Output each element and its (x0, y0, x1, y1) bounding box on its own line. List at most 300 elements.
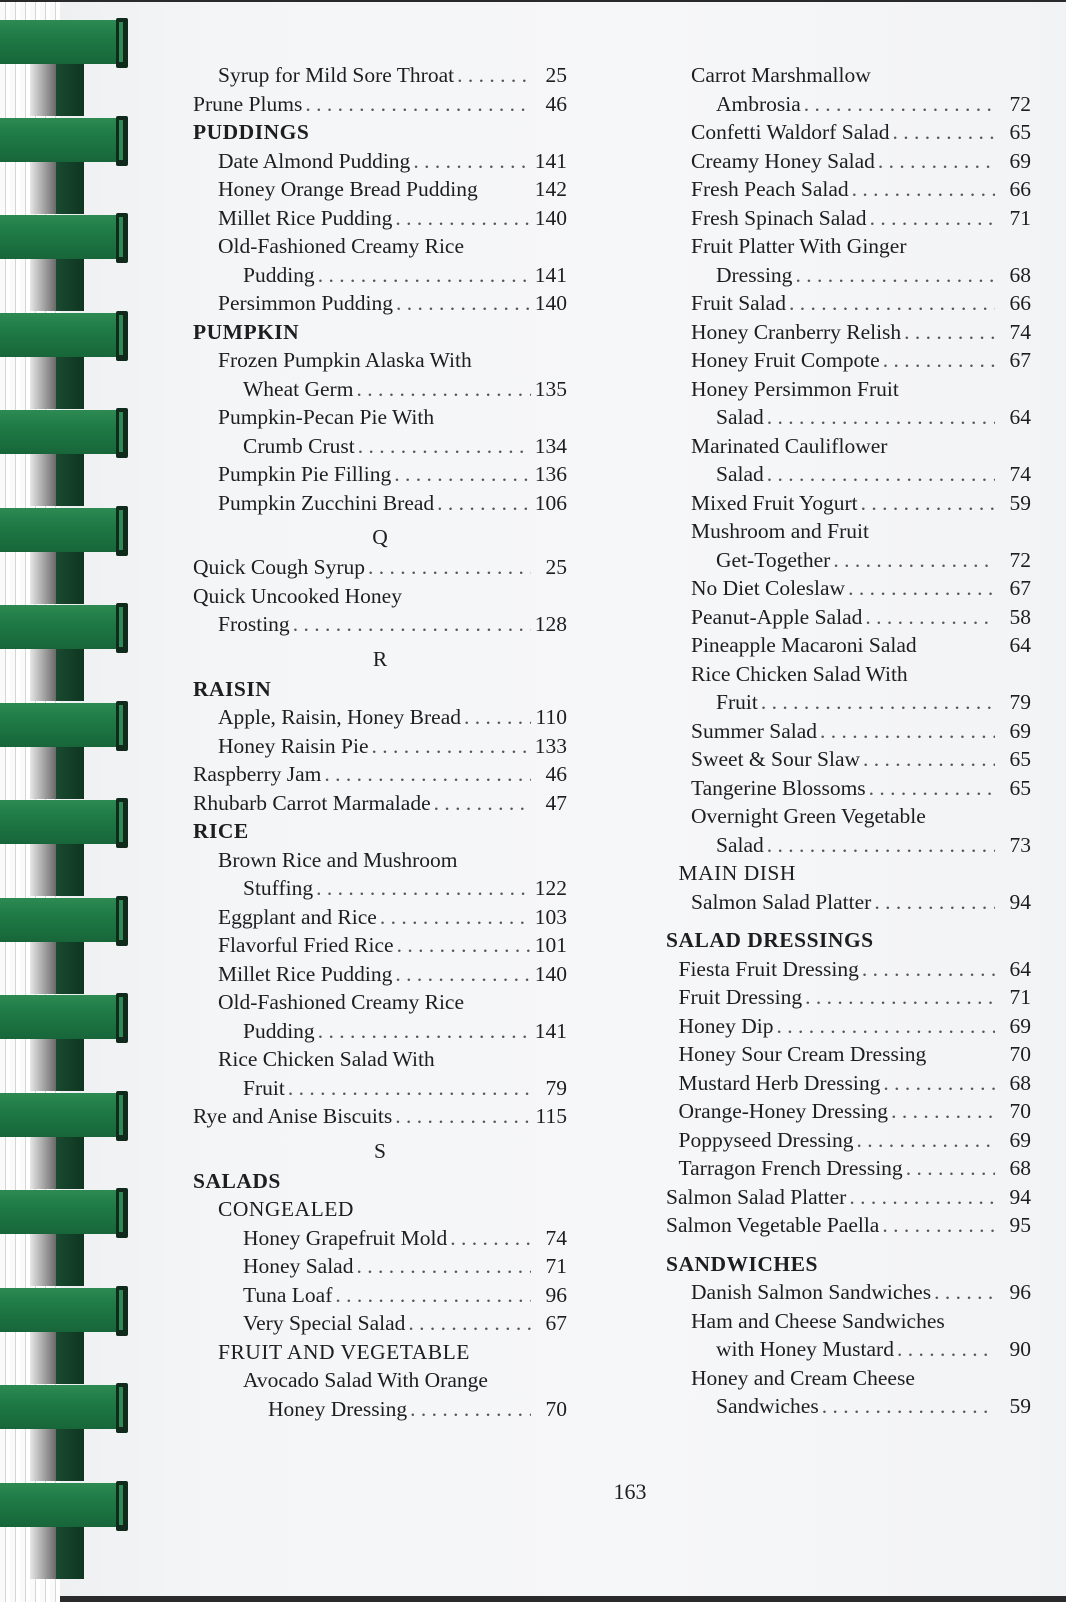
entry-page-number: 69 (1009, 1127, 1031, 1152)
index-entry-continued (666, 1307, 1031, 1336)
entry-title: Pumpkin Zucchini Bread (218, 490, 435, 515)
dot-leader (890, 118, 996, 147)
dot-leader (849, 175, 995, 204)
dot-leader (369, 732, 532, 761)
index-entry (666, 1183, 1031, 1212)
dot-leader (879, 1211, 995, 1240)
index-entry (666, 403, 1031, 432)
entry-title: Fruit (716, 690, 758, 714)
entry-title: Mustard Herb Dressing (678, 1070, 881, 1095)
index-entry (666, 318, 1031, 347)
entry-page-number: 71 (1009, 985, 1031, 1009)
entry-title: Frosting (218, 612, 290, 636)
binding-coil (0, 898, 128, 944)
entry-title: Rhubarb Carrot Marmalade (193, 790, 431, 815)
dot-leader (315, 1017, 531, 1046)
index-entry-continued (666, 802, 1031, 831)
entry-title: Apple, Raisin, Honey Bread (218, 705, 462, 729)
index-entry (193, 147, 567, 176)
dot-leader (764, 831, 995, 860)
dot-leader (355, 432, 531, 461)
index-entry (666, 831, 1031, 860)
index-entry (666, 147, 1031, 176)
entry-title: Honey Cranberry Relish (691, 319, 902, 344)
binding-coil (0, 605, 128, 651)
index-entry-continued (193, 232, 567, 261)
dot-leader (391, 460, 531, 489)
binding-coil (0, 1093, 128, 1139)
index-category-heading (193, 817, 567, 846)
index-entry (193, 375, 567, 404)
binding-coil (0, 20, 128, 66)
dot-leader (434, 489, 531, 518)
dot-leader (353, 375, 531, 404)
index-entry (666, 717, 1031, 746)
entry-page-number: 64 (1009, 405, 1031, 429)
entry-page-number: 66 (1009, 291, 1031, 315)
entry-page-number: 59 (1009, 1394, 1031, 1418)
entry-page-number: 133 (534, 733, 567, 758)
entry-page-number: 70 (1009, 1042, 1031, 1066)
subcategory-label: CONGEALED (218, 1197, 354, 1221)
index-entry (193, 960, 567, 989)
entry-title: Rye and Anise Biscuits (193, 1104, 393, 1128)
index-entry (193, 1102, 567, 1131)
entry-page-number: 69 (1009, 148, 1031, 173)
index-entry (193, 703, 567, 732)
entry-title: Ham and Cheese Sandwiches (691, 1308, 945, 1333)
entry-title: Orange-Honey Dressing (678, 1099, 889, 1123)
dot-leader (819, 1392, 995, 1421)
index-entry (193, 460, 567, 489)
dot-leader (405, 1309, 531, 1338)
index-entry (666, 489, 1031, 518)
entry-page-number: 65 (1009, 775, 1031, 800)
dot-leader (888, 1097, 995, 1126)
index-entry (666, 90, 1031, 119)
entry-page-number: 69 (1009, 718, 1031, 743)
index-entry (666, 175, 1031, 204)
index-entry (666, 955, 1031, 984)
dot-leader (315, 261, 531, 290)
category-label: SANDWICHES (666, 1251, 818, 1276)
entry-title: Brown Rice and Mushroom (218, 847, 458, 872)
dot-leader (802, 983, 995, 1012)
index-category-heading (193, 1167, 567, 1196)
index-entry (666, 888, 1031, 917)
category-label: RAISIN (193, 676, 272, 701)
entry-page-number: 65 (1009, 120, 1031, 144)
entry-title: Honey Sour Cream Dressing (678, 1042, 927, 1066)
entry-title: Salmon Vegetable Paella (666, 1213, 880, 1237)
dot-leader (285, 1074, 531, 1103)
entry-page-number: 69 (1009, 1013, 1031, 1038)
divider-letter: R (372, 646, 388, 671)
binding-coil (0, 995, 128, 1041)
entry-title: Fruit Salad (691, 291, 786, 315)
entry-page-number: 68 (1009, 1156, 1031, 1180)
entry-title: Old-Fashioned Creamy Rice (218, 990, 465, 1014)
entry-page-number: 94 (1009, 889, 1031, 914)
entry-title: Tarragon French Dressing (678, 1156, 903, 1180)
dot-leader (764, 460, 995, 489)
entry-title: Pudding (243, 262, 315, 287)
entry-page-number: 140 (534, 291, 567, 315)
index-entry (666, 983, 1031, 1012)
dot-leader (302, 90, 531, 119)
entry-page-number: 67 (1009, 576, 1031, 600)
entry-title: Very Special Salad (243, 1311, 406, 1335)
entry-page-number: 110 (535, 705, 567, 729)
dot-leader (801, 90, 995, 119)
dot-leader (792, 261, 995, 290)
index-entry-continued (666, 660, 1031, 689)
index-entry (666, 1211, 1031, 1240)
entry-page-number: 90 (1009, 1337, 1031, 1361)
entry-title: Stuffing (243, 876, 314, 900)
index-entry (666, 346, 1031, 375)
entry-page-number: 79 (1009, 690, 1031, 714)
index-entry (193, 90, 567, 119)
entry-page-number: 128 (534, 612, 567, 636)
index-entry-continued (193, 346, 567, 375)
page-number: 163 (613, 1479, 647, 1504)
dot-leader (758, 688, 995, 717)
binding-coil (0, 1288, 128, 1334)
entry-page-number: 79 (545, 1075, 567, 1100)
category-label: PUDDINGS (193, 120, 310, 144)
index-entry (666, 774, 1031, 803)
entry-title: Salad (716, 832, 764, 857)
entry-page-number: 71 (545, 1254, 567, 1278)
subcategory-label: FRUIT AND VEGETABLE (218, 1339, 470, 1364)
index-entry-continued (666, 375, 1031, 404)
category-label: SALADS (193, 1168, 281, 1193)
dot-leader (880, 346, 995, 375)
entry-page-number: 65 (1009, 747, 1031, 771)
binding-coil (0, 800, 128, 846)
dot-leader (365, 553, 531, 582)
entry-title: Tangerine Blossoms (691, 775, 866, 800)
entry-page-number: 141 (534, 148, 567, 173)
entry-page-number: 64 (1009, 633, 1031, 657)
entry-title: Ambrosia (716, 91, 801, 116)
index-subcategory-heading (193, 1338, 567, 1367)
binding-coil (0, 703, 128, 749)
entry-page-number: 73 (1009, 832, 1031, 857)
index-category-heading (193, 675, 567, 704)
entry-page-number: 96 (545, 1282, 567, 1307)
index-entry (193, 489, 567, 518)
index-entry (666, 460, 1031, 489)
index-entry-continued (193, 1366, 567, 1395)
entry-page-number: 142 (534, 177, 567, 201)
entry-title: Salad (716, 462, 764, 486)
index-entry (666, 745, 1031, 774)
entry-title: Syrup for Mild Sore Throat (218, 63, 455, 87)
index-entry (193, 874, 567, 903)
entry-title: Fruit Dressing (678, 985, 803, 1009)
entry-page-number: 70 (545, 1396, 567, 1421)
dot-leader (764, 403, 995, 432)
entry-title: Mixed Fruit Yogurt (691, 490, 858, 515)
entry-page-number: 72 (1009, 547, 1031, 572)
entry-title: Persimmon Pudding (218, 291, 394, 315)
dot-leader (859, 955, 995, 984)
entry-title: Honey Salad (243, 1254, 354, 1278)
entry-title: Honey Dressing (268, 1396, 408, 1421)
index-entry-continued (193, 582, 567, 611)
entry-title: Crumb Crust (243, 433, 355, 458)
dot-leader (894, 1335, 995, 1364)
entry-page-number: 70 (1009, 1099, 1031, 1123)
dot-leader (858, 489, 995, 518)
entry-title: Pudding (243, 1018, 315, 1043)
index-entry (193, 1074, 567, 1103)
entry-page-number: 101 (534, 933, 567, 957)
dot-leader (392, 1102, 531, 1131)
entry-title: Dressing (716, 262, 793, 287)
dot-leader (392, 204, 531, 233)
entry-title: with Honey Mustard (716, 1337, 894, 1361)
entry-page-number: 96 (1009, 1280, 1031, 1304)
category-label: RICE (193, 819, 249, 843)
entry-page-number: 67 (1009, 348, 1031, 372)
entry-title: Mushroom and Fruit (691, 519, 869, 543)
entry-title: Overnight Green Vegetable (691, 804, 926, 828)
index-entry (666, 1012, 1031, 1041)
index-entry (666, 289, 1031, 318)
entry-title: Danish Salmon Sandwiches (691, 1280, 932, 1304)
entry-title: Raspberry Jam (193, 762, 322, 786)
binding-coil (0, 215, 128, 261)
entry-title: Avocado Salad With Orange (243, 1368, 488, 1392)
index-entry (666, 1392, 1031, 1421)
subcategory-label: MAIN DISH (678, 861, 796, 885)
dot-leader (332, 1281, 531, 1310)
divider-letter: Q (372, 525, 388, 549)
entry-page-number: 58 (1009, 604, 1031, 629)
entry-title: Fruit (243, 1075, 285, 1100)
dot-leader (321, 760, 531, 789)
entry-title: Get-Together (716, 547, 831, 572)
entry-title: Honey Fruit Compote (691, 348, 880, 372)
index-entry (193, 789, 567, 818)
dot-leader (461, 703, 531, 732)
dot-leader (903, 1154, 995, 1183)
index-entry (193, 760, 567, 789)
divider-letter: S (374, 1138, 386, 1163)
entry-title: Peanut-Apple Salad (691, 604, 863, 629)
binding-coil (0, 1385, 128, 1431)
entry-title: Flavorful Fried Rice (218, 933, 394, 957)
entry-title: Carrot Marshmallow (691, 63, 871, 87)
entry-page-number: 72 (1009, 91, 1031, 116)
entry-page-number: 74 (1009, 462, 1031, 486)
entry-page-number: 136 (534, 462, 567, 486)
dot-leader (377, 903, 531, 932)
entry-page-number: 95 (1009, 1213, 1031, 1237)
entry-title: Fruit Platter With Ginger (691, 234, 907, 258)
entry-page-number: 140 (534, 205, 567, 230)
dot-leader (871, 888, 995, 917)
entry-page-number: 71 (1009, 205, 1031, 230)
entry-page-number: 122 (534, 876, 567, 900)
entry-title: Millet Rice Pudding (218, 961, 393, 986)
spiral-binding (0, 2, 140, 1602)
index-entry-continued (193, 988, 567, 1017)
index-entry-continued (666, 1364, 1031, 1393)
index-entry (666, 688, 1031, 717)
dot-leader (786, 289, 995, 318)
alphabet-divider (193, 639, 567, 675)
entry-page-number: 74 (545, 1225, 567, 1250)
index-entry (193, 1017, 567, 1046)
entry-page-number: 106 (534, 490, 567, 515)
entry-page-number: 67 (545, 1311, 567, 1335)
index-entry (666, 574, 1031, 603)
dot-leader (830, 546, 995, 575)
alphabet-divider (193, 1131, 567, 1167)
index-entry-continued (666, 517, 1031, 546)
dot-leader (901, 318, 995, 347)
index-entry (193, 1309, 567, 1338)
entry-title: Pumpkin Pie Filling (218, 462, 392, 486)
entry-title: Sweet & Sour Slaw (691, 747, 861, 771)
index-entry (666, 1097, 1031, 1126)
index-entry (666, 261, 1031, 290)
dot-leader (862, 603, 995, 632)
index-entry (666, 603, 1031, 632)
entry-page-number: 103 (534, 904, 567, 929)
dot-leader (313, 874, 531, 903)
dot-leader (880, 1069, 995, 1098)
dot-leader (931, 1278, 995, 1307)
entry-page-number: 46 (545, 762, 567, 786)
index-entry (193, 289, 567, 318)
index-entry (193, 903, 567, 932)
index-entry (193, 1395, 567, 1424)
entry-title: Frozen Pumpkin Alaska With (218, 348, 472, 372)
entry-page-number: 25 (545, 555, 567, 579)
dot-leader (394, 931, 531, 960)
entry-title: Rice Chicken Salad With (218, 1047, 435, 1071)
entry-title: Pineapple Macaroni Salad (691, 633, 917, 657)
entry-page-number: 68 (1009, 262, 1031, 287)
entry-page-number: 66 (1009, 177, 1031, 201)
index-entry (193, 175, 567, 204)
entry-title: Old-Fashioned Creamy Rice (218, 234, 465, 258)
index-entry (666, 204, 1031, 233)
entry-title: Confetti Waldorf Salad (691, 120, 890, 144)
dot-leader (866, 774, 995, 803)
entry-page-number: 68 (1009, 1070, 1031, 1095)
dot-leader (290, 610, 531, 639)
entry-title: Tuna Loaf (243, 1282, 333, 1307)
entry-page-number: 141 (534, 262, 567, 287)
entry-title: Eggplant and Rice (218, 904, 377, 929)
index-entry-continued (193, 403, 567, 432)
index-entry (666, 1126, 1031, 1155)
binding-coil (0, 508, 128, 554)
entry-page-number: 47 (545, 790, 567, 815)
index-subcategory-heading (666, 859, 1031, 888)
entry-title: Fresh Spinach Salad (691, 205, 867, 230)
spacer (666, 916, 1031, 926)
dot-leader (860, 745, 995, 774)
entry-page-number: 135 (534, 376, 567, 401)
index-entry (666, 546, 1031, 575)
index-entry (193, 553, 567, 582)
alphabet-divider (193, 517, 567, 553)
index-entry (666, 631, 1031, 660)
dot-leader (454, 61, 531, 90)
entry-page-number: 94 (1009, 1184, 1031, 1209)
entry-page-number: 25 (545, 63, 567, 87)
entry-page-number: 64 (1009, 956, 1031, 981)
entry-page-number: 74 (1009, 319, 1031, 344)
dot-leader (875, 147, 995, 176)
entry-title: Sandwiches (716, 1394, 819, 1418)
index-subcategory-heading (193, 1195, 567, 1224)
index-entry (193, 1252, 567, 1281)
index-entry (193, 1224, 567, 1253)
index-entry (666, 1335, 1031, 1364)
index-entry (193, 1281, 567, 1310)
index-page (0, 2, 1066, 1596)
dot-leader (867, 204, 995, 233)
entry-title: Fresh Peach Salad (691, 177, 849, 201)
entry-page-number: 140 (534, 961, 567, 986)
index-category-heading (666, 1250, 1031, 1279)
category-label: PUMPKIN (193, 319, 300, 344)
index-category-heading (666, 926, 1031, 955)
binding-coil (0, 313, 128, 359)
entry-title: Poppyseed Dressing (678, 1127, 854, 1152)
binding-coil (0, 1190, 128, 1236)
index-entry (666, 118, 1031, 147)
index-category-heading (193, 318, 567, 347)
entry-title: Honey Grapefruit Mold (243, 1225, 448, 1250)
index-entry (666, 1278, 1031, 1307)
entry-title: Honey Persimmon Fruit (691, 376, 899, 401)
entry-title: Date Almond Pudding (218, 148, 411, 173)
dot-leader (817, 717, 995, 746)
dot-leader (846, 1183, 995, 1212)
index-entry-continued (666, 432, 1031, 461)
dot-leader (845, 574, 995, 603)
index-entry (666, 1069, 1031, 1098)
index-entry (193, 610, 567, 639)
entry-title: Salmon Salad Platter (666, 1184, 847, 1209)
entry-title: Salmon Salad Platter (691, 889, 872, 914)
entry-title: Summer Salad (691, 718, 817, 743)
entry-title: Wheat Germ (243, 376, 354, 401)
dot-leader (447, 1224, 531, 1253)
index-entry-continued (666, 61, 1031, 90)
dot-leader (431, 789, 531, 818)
entry-title: Millet Rice Pudding (218, 205, 393, 230)
index-entry (193, 931, 567, 960)
entry-page-number: 46 (545, 91, 567, 116)
dot-leader (353, 1252, 531, 1281)
index-category-heading (193, 118, 567, 147)
entry-title: Quick Cough Syrup (193, 555, 365, 579)
entry-title: Prune Plums (193, 91, 303, 116)
entry-title: Honey Orange Bread Pudding (218, 177, 478, 201)
index-entry (193, 261, 567, 290)
index-entry (193, 204, 567, 233)
